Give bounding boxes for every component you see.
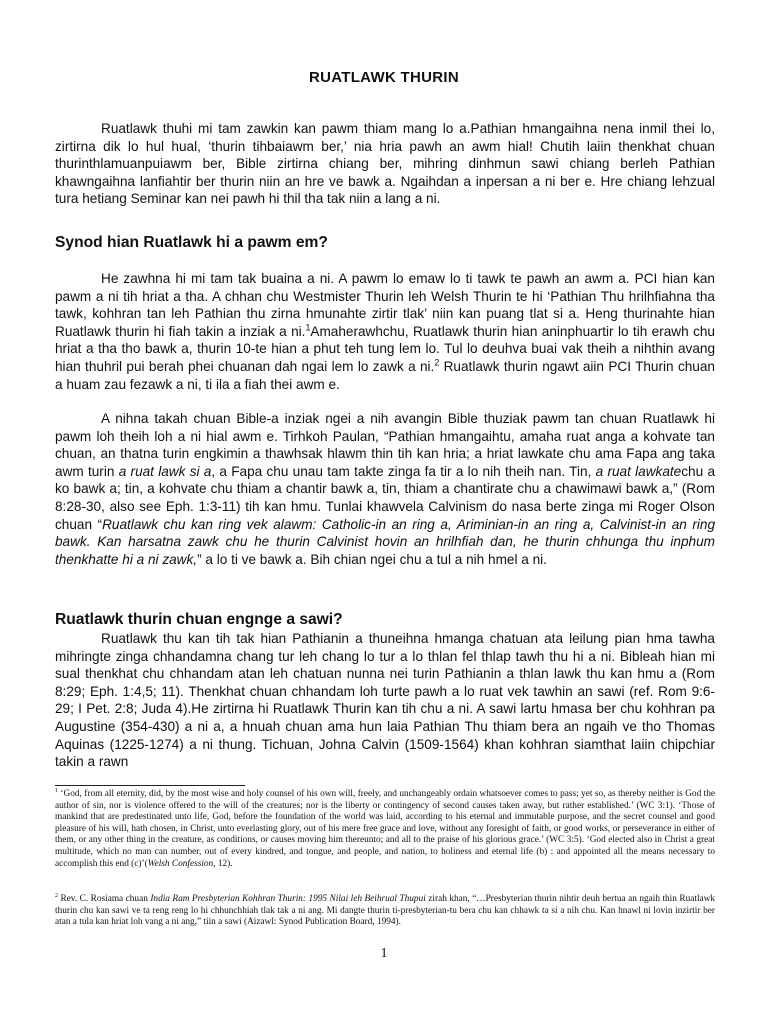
footnote-1 — [55, 789, 715, 870]
footnote-ref-2: 2 — [434, 357, 440, 368]
section1-paragraph-2 — [55, 410, 715, 568]
intro-paragraph: Ruatlawk thuhi mi tam zawkin kan pawm thiam mang lo a.Pathian hmangaihna nena inmil thei lo, zirtirna dik lo hul hual, ‘thurin tihbaiawm ber,’ nia hria pawh an awm hial! Chutih laiin thenkhat chuan thurinthlamuanpuiawm ber, Bible zirtirna chiang ber, mihring dinhmun sawi chiang berleh Pathian khawngaihna lanfiahtir ber thurin niin an hre ve bawk a. Ngaihdan a inpersan a ni ber e. Hre chiang lehzual tura hetiang Seminar kan nei pawh hi thil tha tak niin a lang a ni. — [55, 121, 715, 207]
text-run: , a Fapa chu unau tam takte zinga fa tir a lo nih theih nan. Tin, — [211, 463, 596, 479]
footnote-divider — [55, 785, 245, 786]
text-run: Amaherawhchu, Ruatlawk thurin hian aninphuartir lo tih erawh chu hriat a tha tho bawk a, thurin 10-te hian a phut teh tung lem lo. Tul lo deuhva buai vak theih a nihthin avang hian thuhril pui berah phei chuanan dah ngai lem lo zawk a ni. — [55, 323, 715, 374]
text-run: , 12). — [213, 858, 233, 869]
footnote-mark: 1 — [55, 787, 59, 794]
text-run: ” a lo ti ve bawk a. Bih chian ngei chu a tul a nih hmel a ni. — [197, 551, 547, 567]
text-run: Ruatlawk thurin ngawt aiin PCI Thurin chuan a huam zau fezawk a ni, ti ila a fiah thei awm e. — [55, 358, 715, 392]
footnote-mark: 2 — [55, 892, 59, 899]
text-run: He zawhna hi mi tam tak buaina a ni. A pawm lo emaw lo ti tawk te pawh an awm a. PCI hian kan pawm a ni tih hriat a tha. A chhan chu Westmister Thurin leh Welsh Thurin te hi ‘Pathian Thu hrilhfiahna tha tawk, kohhran tan leh Pathian thu zirna hmunahte zirtir tlak’ niin kan puang tlat si a. Heng thurinahte hian Ruatlawk thurin hi fiah takin a inziak a ni. — [55, 271, 715, 339]
footnote-ref-1: 1 — [305, 322, 311, 333]
section-heading-synod: Synod hian Ruatlawk hi a pawm em? — [55, 234, 328, 251]
text-run: A nihna takah chuan Bible-a inziak ngei a nih avangin Bible thuziak pawm tan chuan Ruatlawk hi pawm loh theih loh a ni hial awm e. Tirhkoh Paulan, “Pathian hmangaihtu, amaha ruat anga a kohvate tan chuan, an thatna turin engkimin a thawhsak hlawm thin tih kan hria; a hriat lawkate chu ama Fapa ang taka awm turin — [55, 411, 715, 479]
italic-quote: Ruatlawk chu kan ring vek alawm: Catholic-in an ring a, Ariminian-in an ring a, Calvinist-in an ring bawk. Kan harsatna zawk chu he thurin Calvinist hovin an hrilhfiah dan, he thurin chhunga thu inphum thenkhatte hi a ni zawk, — [55, 516, 716, 567]
italic-run: India Ram Presbyterian Kohhran Thurin: 1995 Nilai leh Beihrual Thupui — [150, 894, 426, 904]
italic-run: a ruat lawkate — [595, 463, 682, 479]
italic-run: a ruat lawk si a — [118, 463, 212, 479]
text-run: Rev. C. Rosiama chuan — [58, 894, 151, 904]
text-run: ‘God, from all eternity, did, by the most wise and holy counsel of his own will, freely, and unchangeably ordain whatsoever comes to pass; yet so, as thereby neither is God the author of sin, nor is violence offered to the will of the creatures; nor is the liberty or contingency of second causes taken away, but rather established.’ (WC 3:1). ‘Those of mankind that are predestinated unto life, God, before the foundation of the world was laid, according to his eternal and immutable purpose, and the secret counsel and good pleasure of his will, hath chosen, in Christ, unto everlasting glory, out of his mere free grace and love, without any foresight of faith, or good works, or perseverance in either of them, or any other thing in the creature, as conditions, or causes moving him thereunto; and all to the praise of his glorious grace.’ (WC 3:5). ‘God elected also in Christ a great multitude, which no man can number, out of every kindred, and tongue, and people, and nation, to holiness and eternal life (b) : and appointed all the means necessary to accomplish this end (c)’( — [55, 789, 715, 869]
italic-run: Welsh Confession — [147, 858, 214, 869]
section-heading-ruatlawk: Ruatlawk thurin chuan engnge a sawi? — [55, 611, 343, 628]
section1-paragraph-1 — [55, 270, 715, 393]
text-run: zirah khan, “…Presbyterian thurin nihtir deuh bertua an ngaih thin Ruatlawk thurin chu kan sawi ve ta reng reng lo hi chhunchhiah tlak tak a ni ang. Mi dangte thurin ti-presbyterian-tu bera chu kan chhawk ta si a nih chu. Kan hnawl ni lovin inzirtir ber atan a tula kan hriat loh vang a ni ang,” tiin a sawi (Aizawl: Synod Publication Board, 1994). — [55, 894, 716, 928]
page-number: 1 — [380, 946, 388, 961]
section2-paragraph-1: Ruatlawk thu kan tih tak hian Pathianin a thuneihna hmanga chatuan ata leilung pian hma tawha mihringte zinga chhandamna chang tur leh chang lo tur a lo thlan fel thlap tawh thu hi a ni. Bibleah hian mi sual thenkhat chu chhandam atan leh chatuan nunna nei turin Pathianin a thlan lawk thu kan hmu a (Rom 8:29; Eph. 1:4,5; 11). Thenkhat chuan chhandam loh turte pawh a lo ruat vek tawhin an sawi (ref. Rom 9:6-29; I Pet. 2:8; Juda 4).He zirtirna hi Ruatlawk Thurin kan tih chu a ni. A sawi lartu hmasa ber chu kohhran pa Augustine (354-430) a ni a, a hnuah chuan ama hun laia Pathian Thu thiam bera an ngaih ve tho Thomas Aquinas (1225-1274) a ni thung. Tichuan, Johna Calvin (1509-1564) khan kohhran siamthat laiin chipchiar takin a rawn — [55, 631, 715, 770]
document-title: RUATLAWK THURIN — [308, 69, 460, 86]
footnote-2 — [55, 894, 715, 929]
text-run: chu a ko bawk a; tin, a kohvate chu thiam a chantir bawk a, tin, thiam a chantirate chu a chawimawi bawk a,” (Rom 8:28-30, also see Eph. 1:3-11) tih kan hmu. Tunlai khawvela Calvinism do nasa berte zinga mi Roger Olson chuan “ — [55, 463, 715, 532]
